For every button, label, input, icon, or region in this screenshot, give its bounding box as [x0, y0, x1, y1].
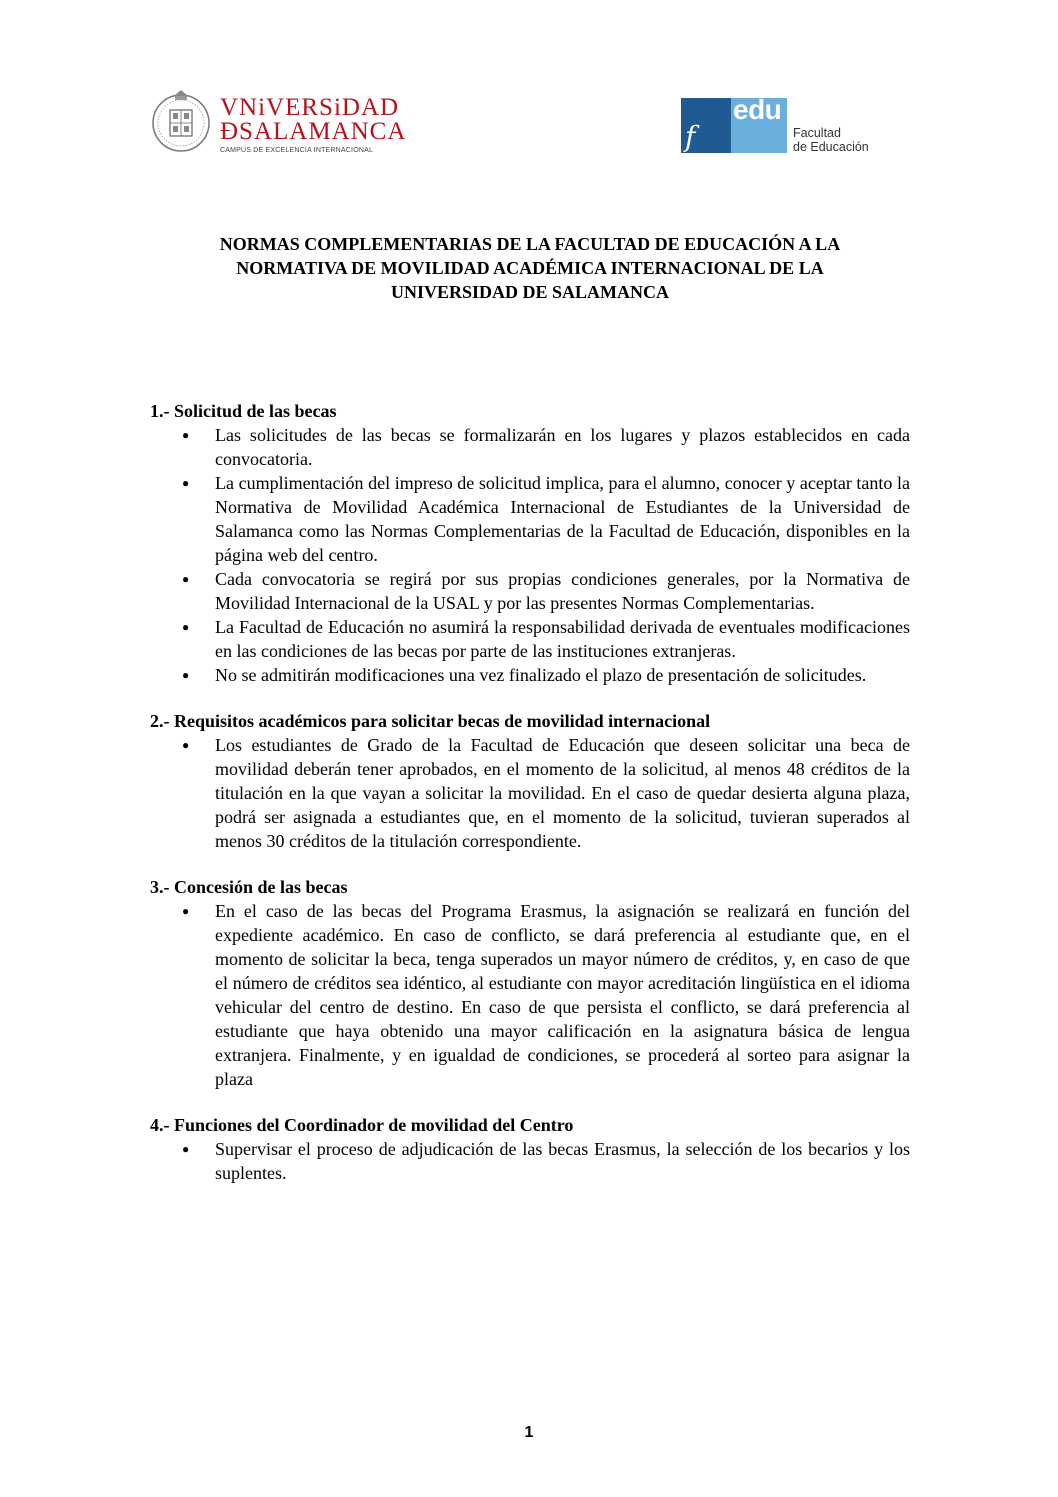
bullet-icon: ●	[182, 428, 190, 442]
page-header	[150, 88, 880, 158]
section-list-concesion	[150, 899, 910, 1091]
edu-label-line2: de Educación	[793, 140, 869, 154]
list-item: ● Las solicitudes de las becas se formalizarán en los lugares y plazos establecidos en cada convocatoria.	[182, 425, 910, 469]
list-item: ● Supervisar el proceso de adjudicación de las becas Erasmus, la selección de los becarios y los suplentes.	[182, 1139, 910, 1183]
list-item: ● La Facultad de Educación no asumirá la responsabilidad derivada de eventuales modificaciones en las condiciones de las becas por parte de las instituciones extranjeras.	[182, 617, 910, 661]
title-line2: NORMATIVA DE MOVILIDAD ACADÉMICA INTERNACIONAL DE LA	[236, 258, 824, 278]
university-seal-icon	[150, 88, 212, 154]
usal-name-line1: VNiVERSiDAD	[220, 94, 400, 121]
document-title	[150, 232, 910, 304]
list-item: ● Los estudiantes de Grado de la Facultad de Educación que deseen solicitar una beca de movilidad deberán tener aprobados, en el momento de la solicitud, al menos 48 créditos de la titulación en la que vayan a solicitar la movilidad. En el caso de quedar desierta alguna plaza, podrá ser asignada a estudiantes que, en el momento de la solicitud, tuvieran superados al menos 30 créditos de la titulación correspondiente.	[182, 735, 910, 851]
edu-logo-light-block	[731, 94, 787, 153]
bullet-icon: ●	[182, 620, 190, 634]
edu-logo-label	[793, 126, 869, 154]
section-heading-solicitud: 1.- Solicitud de las becas	[150, 401, 337, 421]
edu-logo-word: edu	[733, 94, 782, 125]
bullet-icon: ●	[182, 1142, 190, 1156]
section-list-requisitos	[150, 733, 910, 853]
edu-logo-f: f	[685, 120, 696, 153]
page-number: 1	[524, 1424, 534, 1441]
usal-name-line2: ÐSALAMANCA	[220, 118, 407, 145]
usal-logo	[150, 88, 406, 154]
usal-campus-tagline: CAMPUS DE EXCELENCIA INTERNACIONAL	[220, 147, 374, 154]
section-heading-requisitos: 2.- Requisitos académicos para solicitar becas de movilidad internacional	[150, 711, 711, 731]
bullet-icon: ●	[182, 738, 190, 752]
section-list-coordinador	[150, 1137, 910, 1185]
bullet-icon: ●	[182, 668, 190, 682]
list-item: ● No se admitirán modificaciones una vez finalizado el plazo de presentación de solicitudes.	[182, 665, 867, 685]
edu-label-line1: Facultad	[793, 126, 841, 140]
document-body	[150, 399, 910, 1185]
title-line3: UNIVERSIDAD DE SALAMANCA	[390, 282, 670, 302]
list-item: ● Cada convocatoria se regirá por sus propias condiciones generales, por la Normativa de Movilidad Internacional de la USAL y por las presentes Normas Complementarias.	[182, 569, 910, 613]
edu-logo-dark-block	[681, 98, 731, 153]
faculty-education-logo	[681, 94, 869, 154]
list-item: ● La cumplimentación del impreso de solicitud implica, para el alumno, conocer y aceptar tanto la Normativa de Movilidad Académica Internacional de Estudiantes de la Universidad de Salamanca como las Normas Complementarias de la Facultad de Educación, disponibles en la página web del centro.	[182, 473, 910, 565]
section-list-solicitud	[150, 423, 910, 687]
title-line1: NORMAS COMPLEMENTARIAS DE LA FACULTAD DE EDUCACIÓN A LA	[219, 234, 841, 254]
bullet-icon: ●	[182, 904, 190, 918]
bullet-icon: ●	[182, 476, 190, 490]
bullet-icon: ●	[182, 572, 190, 586]
list-item: ● En el caso de las becas del Programa Erasmus, la asignación se realizará en función del expediente académico. En caso de conflicto, se dará preferencia al estudiante que, en el momento de solicitar la beca, tenga superados un mayor número de créditos, y, en caso de que el número de créditos sea idéntico, al estudiante con mayor acreditación lingüística en el idioma vehicular del centro de destino. En caso de que persista el conflicto, se dará preferencia al estudiante que haya obtenido una mayor calificación en la asignatura básica de lengua extranjera. Finalmente, y en igualdad de condiciones, se procederá al sorteo para asignar la plaza	[182, 901, 910, 1089]
section-heading-concesion: 3.- Concesión de las becas	[150, 877, 348, 897]
section-heading-coordinador: 4.- Funciones del Coordinador de movilidad del Centro	[150, 1115, 574, 1135]
